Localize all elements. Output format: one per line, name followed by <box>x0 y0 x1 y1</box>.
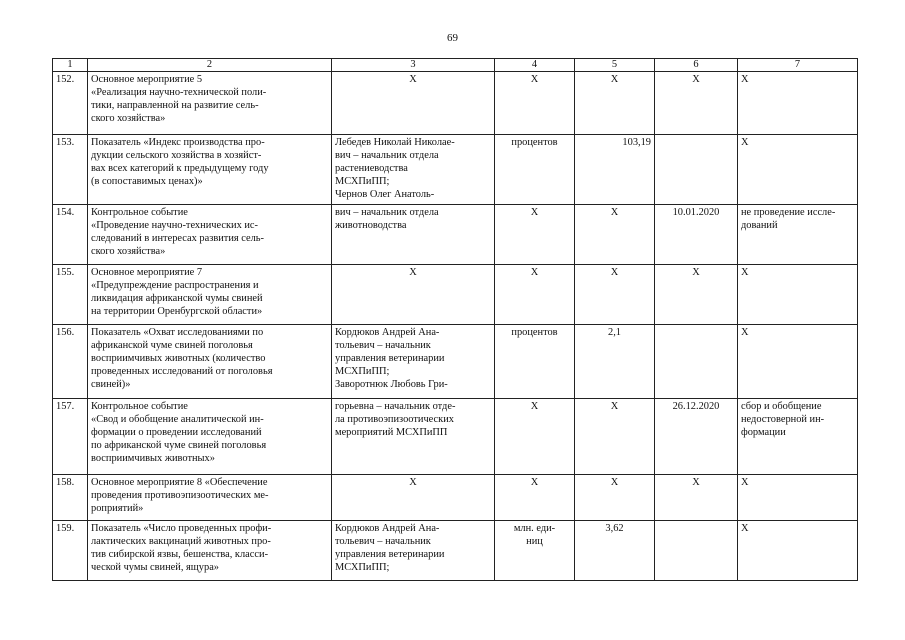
row-description: Основное мероприятие 8 «Обеспечение проведения противоэпизоотических ме- роприятий» <box>88 475 332 521</box>
date-cell <box>655 135 738 205</box>
header-cell: 2 <box>88 59 332 72</box>
table-row <box>53 325 858 399</box>
value-cell: X <box>575 475 655 521</box>
table-row <box>53 475 858 521</box>
value-cell: X <box>575 205 655 265</box>
table-row <box>53 72 858 135</box>
risk-cell: X <box>738 72 858 135</box>
table-row <box>53 399 858 475</box>
unit-cell: процентов <box>495 135 575 205</box>
value-cell: 2,1 <box>575 325 655 399</box>
row-description: Показатель «Охват исследованиями по африканской чуме свиней поголовья восприимчивых животных (количество проведенных исследований от поголовья свиней)» <box>88 325 332 399</box>
responsible-cell: вич – начальник отдела животноводства <box>332 205 495 265</box>
responsible-cell: Кордюков Андрей Ана- тольевич – начальник управления ветеринарии МСХПиПП; Заворотнюк Любовь Гри- <box>332 325 495 399</box>
row-description: Основное мероприятие 5 «Реализация научно-технической поли- тики, направленной на развитие сель- ского хозяйства» <box>88 72 332 135</box>
row-number: 155. <box>53 265 88 325</box>
responsible-cell: горьевна – начальник отде- ла противоэпизоотических мероприятий МСХПиПП <box>332 399 495 475</box>
risk-cell: не проведение иссле- дований <box>738 205 858 265</box>
risk-cell: X <box>738 521 858 581</box>
row-number: 153. <box>53 135 88 205</box>
risk-cell: X <box>738 325 858 399</box>
data-table <box>52 58 858 581</box>
value-cell: X <box>575 265 655 325</box>
row-description: Контрольное событие «Свод и обобщение аналитической ин- формации о проведении исследований по африканской чуме свиней поголовья восприимчивых животных» <box>88 399 332 475</box>
row-number: 152. <box>53 72 88 135</box>
table-row <box>53 265 858 325</box>
table-row <box>53 521 858 581</box>
row-number: 157. <box>53 399 88 475</box>
risk-cell: X <box>738 265 858 325</box>
date-cell: X <box>655 475 738 521</box>
responsible-cell: X <box>332 72 495 135</box>
unit-cell: процентов <box>495 325 575 399</box>
header-cell: 3 <box>332 59 495 72</box>
row-number: 158. <box>53 475 88 521</box>
value-cell: X <box>575 399 655 475</box>
unit-cell: млн. еди- ниц <box>495 521 575 581</box>
risk-cell: X <box>738 475 858 521</box>
risk-cell: сбор и обобщение недостоверной ин- формации <box>738 399 858 475</box>
row-description: Контрольное событие «Проведение научно-технических ис- следований в интересах развития сель- ского хозяйства» <box>88 205 332 265</box>
date-cell: X <box>655 265 738 325</box>
row-description: Показатель «Число проведенных профи- лактических вакцинаций животных про- тив сибирской язвы, бешенства, класси- ческой чумы свиней, ящура» <box>88 521 332 581</box>
row-description: Показатель «Индекс производства про- дукции сельского хозяйства в хозяйст- вах всех категорий к предыдущему году (в сопоставимых ценах)» <box>88 135 332 205</box>
unit-cell: X <box>495 399 575 475</box>
unit-cell: X <box>495 265 575 325</box>
header-cell: 1 <box>53 59 88 72</box>
date-cell: 10.01.2020 <box>655 205 738 265</box>
date-cell <box>655 521 738 581</box>
date-cell: X <box>655 72 738 135</box>
value-cell: X <box>575 72 655 135</box>
table-row <box>53 135 858 205</box>
unit-cell: X <box>495 72 575 135</box>
responsible-cell: Лебедев Николай Николае- вич – начальник отдела растениеводства МСХПиПП; Чернов Олег Анатоль- <box>332 135 495 205</box>
table-row <box>53 205 858 265</box>
row-number: 154. <box>53 205 88 265</box>
row-number: 159. <box>53 521 88 581</box>
row-description: Основное мероприятие 7 «Предупреждение распространения и ликвидация африканской чумы свиней на территории Оренбургской области» <box>88 265 332 325</box>
responsible-cell: X <box>332 265 495 325</box>
header-cell: 4 <box>495 59 575 72</box>
responsible-cell: Кордюков Андрей Ана- тольевич – начальник управления ветеринарии МСХПиПП; <box>332 521 495 581</box>
risk-cell: X <box>738 135 858 205</box>
header-row <box>53 59 858 72</box>
date-cell <box>655 325 738 399</box>
value-cell: 103,19 <box>575 135 655 205</box>
header-cell: 7 <box>738 59 858 72</box>
unit-cell: X <box>495 475 575 521</box>
header-cell: 5 <box>575 59 655 72</box>
date-cell: 26.12.2020 <box>655 399 738 475</box>
header-cell: 6 <box>655 59 738 72</box>
responsible-cell: X <box>332 475 495 521</box>
unit-cell: X <box>495 205 575 265</box>
row-number: 156. <box>53 325 88 399</box>
value-cell: 3,62 <box>575 521 655 581</box>
page-number: 69 <box>447 32 458 44</box>
